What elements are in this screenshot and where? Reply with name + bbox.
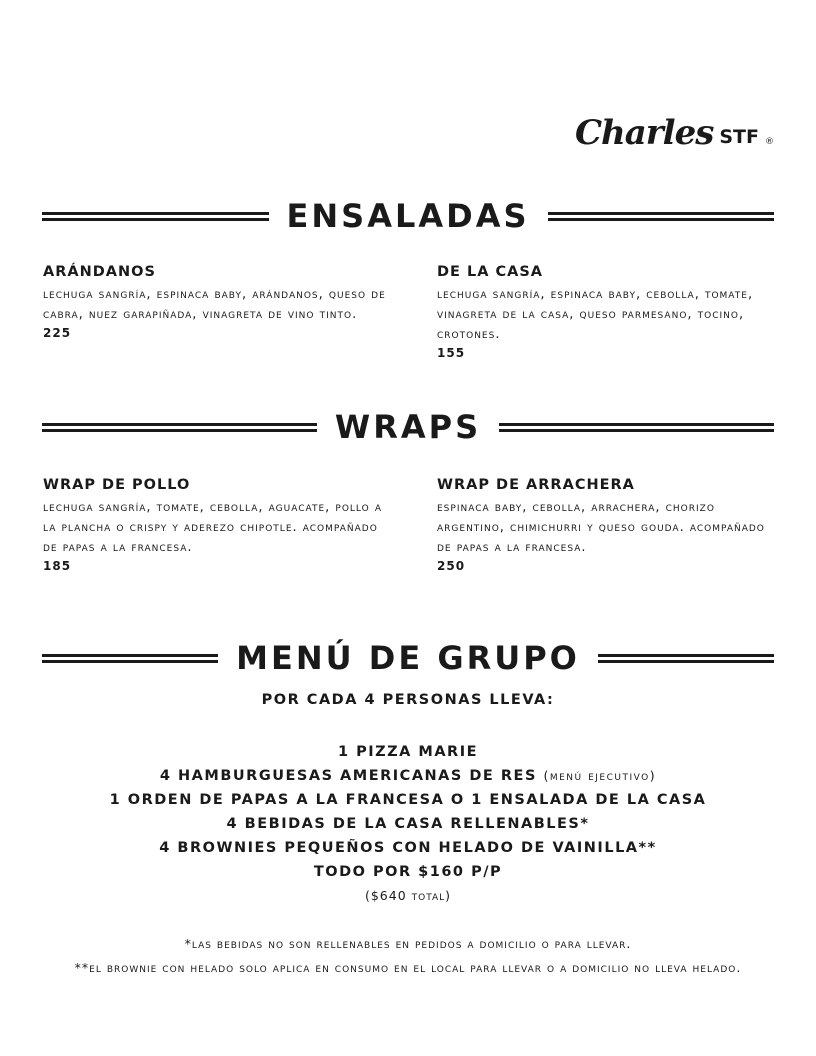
group-line: 4 BEBIDAS DE LA CASA RELLENABLES* — [226, 816, 590, 832]
item-description: lechuga sangría, tomate, cebolla, aguacate, pollo a la plancha o crispy y aderezo chipotle. acompañado de papas a la francesa. — [43, 500, 382, 555]
group-intro: POR CADA 4 PERSONAS LLEVA: — [261, 692, 555, 708]
group-line-text: 4 HAMBURGUESAS AMERICANAS DE RES — [159, 768, 537, 784]
group-menu-lines — [0, 740, 816, 908]
heading-rule-left — [42, 423, 317, 432]
footnote: *las bebidas no son rellenables en pedidos a domicilio o para llevar. — [184, 936, 632, 951]
group-line — [0, 764, 816, 788]
group-line: 1 ORDEN DE PAPAS A LA FRANCESA O 1 ENSALADA DE LA CASA — [109, 792, 707, 808]
menu-item-wrap-de-pollo — [43, 476, 388, 573]
section-heading-menu-de-grupo — [42, 639, 774, 677]
section-title: MENÚ DE GRUPO — [236, 639, 580, 677]
heading-rule-left — [42, 654, 218, 663]
section-heading-wraps — [42, 408, 774, 446]
logo-stf: STF — [719, 126, 759, 148]
item-name: WRAP DE ARRACHERA — [437, 477, 635, 493]
item-price: 225 — [43, 326, 72, 340]
group-line-note: (menú ejecutivo) — [543, 768, 657, 783]
footnotes — [0, 932, 816, 980]
item-description: espinaca baby, cebolla, arrachera, chorizo argentino, chimichurri y queso gouda. acompañado de papas a la francesa. — [437, 500, 765, 555]
heading-rule-right — [548, 212, 775, 221]
menu-item-arandanos — [43, 263, 388, 340]
menu-item-de-la-casa — [437, 263, 782, 360]
item-description: lechuga sangría, espinaca baby, arándanos, queso de cabra, nuez garapiñada, vinagreta de vino tinto. — [43, 287, 386, 322]
group-line: 1 PIZZA MARIE — [337, 744, 479, 760]
group-line: 4 BROWNIES PEQUEÑOS CON HELADO DE VAINILLA** — [159, 840, 657, 856]
logo-script: Charles — [574, 113, 714, 153]
heading-rule-left — [42, 212, 269, 221]
group-price-line: TODO POR $160 P/P — [313, 864, 503, 880]
section-heading-ensaladas — [42, 197, 774, 235]
menu-item-wrap-de-arrachera — [437, 476, 782, 573]
section-title: WRAPS — [334, 408, 482, 446]
item-price: 155 — [437, 346, 466, 360]
item-description: lechuga sangría, espinaca baby, cebolla, tomate, vinagreta de la casa, queso parmesano, tocino, crotones. — [437, 287, 754, 342]
group-total: ($640 total) — [364, 888, 452, 903]
section-title: ENSALADAS — [286, 197, 530, 235]
logo-registered-mark: ® — [765, 137, 774, 147]
item-price: 250 — [437, 559, 466, 573]
brand-logo — [574, 113, 774, 153]
item-name: ARÁNDANOS — [43, 264, 156, 280]
footnote: **el brownie con helado solo aplica en consumo en el local para llevar o a domicilio no lleva helado. — [74, 960, 742, 975]
item-price: 185 — [43, 559, 72, 573]
item-name: DE LA CASA — [437, 264, 544, 280]
item-name: WRAP DE POLLO — [43, 477, 191, 493]
heading-rule-right — [499, 423, 774, 432]
heading-rule-right — [598, 654, 774, 663]
